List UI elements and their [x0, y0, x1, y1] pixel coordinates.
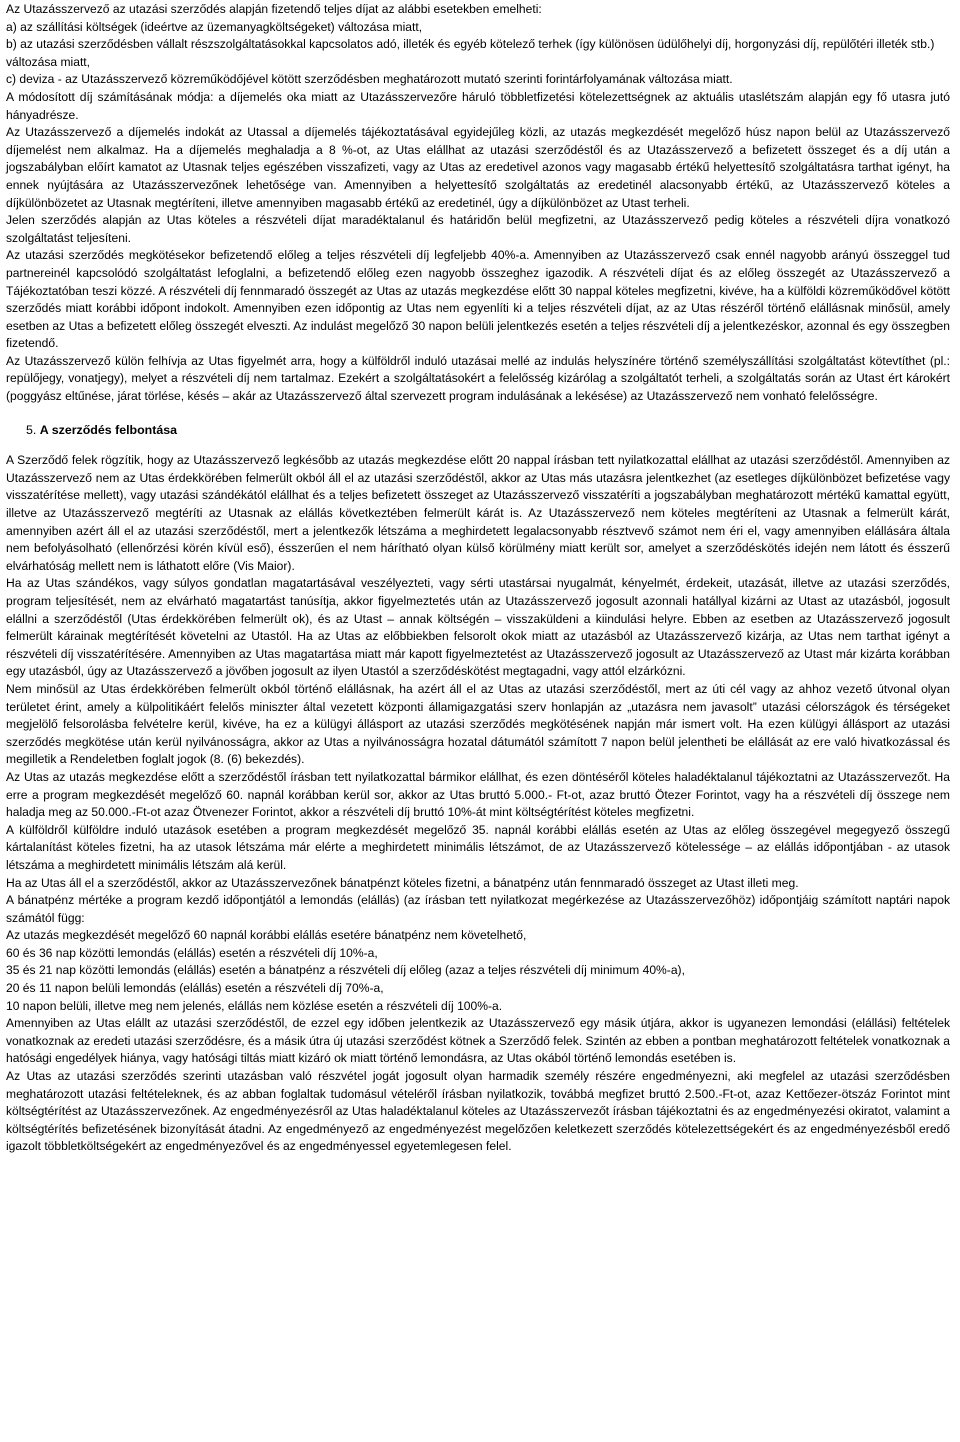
- paragraph: A bánatpénz mértéke a program kezdő időpontjától a lemondás (elállás) (az írásban tett nyilatkozat megérkezése az Utazásszervezőhöz) időpontjáig számított naptári napok számától függ:: [6, 893, 950, 925]
- section-4-body: [6, 89, 950, 406]
- list-item: 20 és 11 napon belüli lemondás (elállás) esetén a részvételi díj 70%-a,: [6, 981, 384, 996]
- paragraph: Az Utazásszervező a díjemelés indokát az Utassal a díjemelés tájékoztatásával egyidejűleg közli, az utazás megkezdését megelőző húsz napon belül az Utazásszervező díjemelést nem alkalmaz. Ha a díjemelés meghaladja a 8 %-ot, az Utas elállhat az utazási szerződéstől és az Utazásszervező a befizetett összeget és a díj után a jogszabályban előírt kamatot az Utasnak teljes egészében visszafizeti, vagy az Utas az eredetivel azonos vagy magasabb értékű helyettesítő szolgáltatásra tarthat igényt, ha ennek nyújtására az Utazásszervezőnek lehetősége van. Amennyiben a helyettesítő szolgáltatás az eredetinél alacsonyabb értékű, az Utazásszervező köteles a díjkülönbözetet az Utasnak megtéríteni, illetve amennyiben magasabb értékű az eredetinél, úgy a díjkülönbözet az Utast terheli.: [6, 125, 950, 210]
- section-title: A szerződés felbontása: [39, 422, 178, 437]
- list-item: 10 napon belüli, illetve meg nem jelenés, elállás nem közlése esetén a részvételi díj 100%-a.: [6, 998, 503, 1013]
- paragraph: Az utazási szerződés megkötésekor befizetendő előleg a teljes részvételi díj legfeljebb 40%-a. Amennyiben az Utazásszervező csak ennél nagyobb arányú összeggel tud partnereinél kapcsolódó szolgáltatást lefoglalni, a befizetendő előleg ezen nagyobb összeghez igazodik. A részvételi díjat és az előleg összegét az Utazásszervező a Tájékoztatóban teszi közzé. A részvételi díj fennmaradó összegét az Utas az utazás megkezdése előtt 30 nappal köteles megfizetni, kivéve, ha a külföldi közreműködővel kötött szerződés miatt korábbi időpont indokolt. Amennyiben ezen időpontig az Utas nem egyenlíti ki a teljes részvételi díjat, az az Utas részéről történő elállásnak minősül, amely esetben az Utas a befizetett előleg összegét elveszti. Az indulást megelőző 30 napon belüli jelentkezés esetén a teljes részvételi díj a jelentkezéskor, azonnal és egy összegben fizetendő.: [6, 248, 950, 351]
- paragraph: Jelen szerződés alapján az Utas köteles a részvételi díjat maradéktalanul és határidőn belül megfizetni, az Utazásszervező pedig köteles a részvételi díjra vonatkozó szolgáltatást teljesíteni.: [6, 213, 950, 245]
- paragraph: Az Utas az utazás megkezdése előtt a szerződéstől írásban tett nyilatkozattal bármikor elállhat, és ezen döntéséről köteles haladéktalanul tájékoztatni az Utazásszervezőt. Ha erre a program megkezdését megelőző 60. napnál korábban kerül sor, akkor az Utas bruttó 5.000.- Ft-ot, azaz bruttó Ötezer Forintot, vagy ha a részvételi díj összege nem haladja meg az 50.000.-Ft-ot azaz Ötvenezer Forintot, akkor a részvételi díj bruttó 10%-át mint költségtérítést köteles megfizetni.: [6, 769, 950, 820]
- paragraph: Az Utas az utazási szerződés szerinti utazásban való részvétel jogát jogosult olyan harmadik személy részére engedményezni, aki megfelel az utazási szerződésben meghatározott utazási feltételeknek, és az abban foglaltak tudomásul vételéről írásban nyilatkozik, továbbá megfizet bruttó 2.500.-Ft-ot, azaz Kettőezer-ötszáz Forintot mint költségtérítést az Utazásszervezőnek. Az engedményezésről az Utas haladéktalanul köteles az Utazásszervezőt írásban tájékoztatni és az engedményezési okiratot, valamint a költségtérítés befizetésének bizonyítását átadni. Az engedményező az engedményezést megelőzően keletkezett szerződés kötelezettségekért és az engedményezésből eredő igazolt többletköltségekért az engedményezővel és az engedményessel egyetemlegesen felel.: [6, 1069, 950, 1154]
- intro-line: c) deviza - az Utazásszervező közreműködőjével kötött szerződésben meghatározott mutató szerinti forintárfolyamának változása miatt.: [6, 72, 733, 87]
- list-item: 60 és 36 nap közötti lemondás (elállás) esetén a részvételi díj 10%-a,: [6, 945, 378, 960]
- paragraph: A módosított díj számításának módja: a díjemelés oka miatt az Utazásszervezőre háruló többletfizetési kötelezettségnek az aktuális utaslétszám alapján egy fő utasra jutó hányadrésze.: [6, 89, 950, 122]
- paragraph: Nem minősül az Utas érdekkörében felmerült okból történő elállásnak, ha azért áll el az Utas az utazási szerződéstől, mert az úti cél vagy az ahhoz vezető útvonal olyan területet érint, amely a külpolitikáért felelős miniszter által vezetett központi államigazgatási szerv honlapján az „utazásra nem javasolt” utazási célországok és térségeket megjelölő felsorolásba felvételre kerül, kivéve, ha ez a külügyi állásport az utazási szerződés megkötésének napján már ismert volt. Ha ezen külügyi állásport az utazási szerződés megkötése után kerül nyilvánosságra, akkor az Utas a nyilvánosságra hozatal dátumától számított 7 napon belül jelentheti be elállását az ere való hivatkozással és megilletik a Rendeletben foglalt jogok (8. (6) bekezdés).: [6, 681, 950, 767]
- paragraph: A külföldről külföldre induló utazások esetében a program megkezdését megelőző 35. napnál korábbi elállás esetén az Utas az előleg összegével megegyező összegű kártalanítást köteles fizetni, ha az utasok létszáma már elérte a meghirdetett minimális létszámot, de az Utazásszervező kötelessége – az elállás időpontjában - az utasok létszáma a meghirdetett minimális létszám alá kerül.: [6, 822, 950, 872]
- price-increase-conditions: [6, 1, 950, 89]
- list-item: 35 és 21 nap közötti lemondás (elállás) esetén a bánatpénz a részvételi díj előleg (azaz a teljes részvételi díj minimum 40%-a),: [6, 963, 685, 978]
- paragraph: A Szerződő felek rögzítik, hogy az Utazásszervező legkésőbb az utazás megkezdése előtt 20 nappal írásban tett nyilatkozattal elállhat az utazási szerződéstől. Amennyiben az Utazásszervező nem az Utas érdekkörében felmerült okból áll el az utazási szerződéstől, akkor az Utas más utazásra jelentkezhet (az esetleges díjkülönbözet befizetése vagy visszatérítése mellett), vagy utazási szándékától elállhat és a teljes befizetett összeget az Utazásszervező visszatéríti a jogszabályban meghatározott mértékű kamattal együtt, illetve az Utazásszervező megtéríti az Utasnak az elállás következtében felmerült kárát is. Az Utazásszervező nem köteles megtéríteni az Utasnak a felmerült kárát, amennyiben azért áll el az utazási szerződéstől, mert a jelentkezők létszáma a meghirdetett legalacsonyabb résztvevő számot nem éri el, vagy amennyiben elállására általa nem befolyásolható (ellenőrzési körén kívül eső), ésszerűen el nem hárítható olyan külső körülmény miatt került sor, amelyet a szerződéskötés idején nem látott és ésszerű elvárhatóság mellett nem is láthatott előre (Vis Maior).: [6, 453, 950, 573]
- section-number: 5.: [26, 422, 37, 437]
- intro-line: b) az utazási szerződésben vállalt részszolgáltatásokkal kapcsolatos adó, illeték és egyéb kötelező terhek (így különösen üdülőhelyi díj, horgonyzási díj, repülőtéri illeték stb.) változása miatt,: [6, 37, 935, 69]
- list-item: Az utazás megkezdését megelőző 60 napnál korábbi elállás esetére bánatpénz nem követelhető,: [6, 928, 527, 943]
- intro-line: a) az szállítási költségek (ideértve az üzemanyagköltségeket) változása miatt,: [6, 19, 423, 34]
- paragraph: Amennyiben az Utas elállt az utazási szerződéstől, de ezzel egy időben jelentkezik az Utazásszervező egy másik útjára, akkor is ugyanezen lemondási (elállási) feltételek vonatkoznak az eredeti utazási szerződésre, és a másik útra új utazási szerződést kötnek a Szerződő felek. Szintén az ebben a pontban meghatározott feltételek vonatkoznak a hatósági engedélyek hiánya, vagy hatósági tiltás miatt kizáró ok miatt történő lemondásra, az Utas okából történő lemondás esetében is.: [6, 1016, 950, 1066]
- paragraph: Ha az Utas áll el a szerződéstől, akkor az Utazásszervezőnek bánatpénzt köteles fizetni, a bánatpénz után fennmaradó összeget az Utast illeti meg.: [6, 875, 799, 890]
- section-heading: [26, 422, 950, 440]
- section-5-body: [6, 452, 950, 927]
- closing-body: [6, 1015, 950, 1156]
- penalty-list: [6, 927, 950, 1015]
- paragraph: Ha az Utas szándékos, vagy súlyos gondatlan magatartásával veszélyezteti, vagy sérti utastársai nyugalmát, kényelmét, érdekeit, utazását, illetve az utazási szerződés, program teljesítését, nem az elvárható magatartást tanúsítja, akkor figyelmeztetés után az Utazásszervező jogosult azonnali hatállyal kizárni az Utast az utazásból, jogosult elállni a szerződéstől (Utas érdekkörében felmerült ok), és az Utast – annak költségén – visszaküldeni a kiindulási helyre. Ebben az esetben az Utazásszervező jogosult felmerült kárainak megtérítését követelni az Utastól. Ha az Utas az előbbiekben felsorolt okok miatt az utazásból az Utazásszervező kizárja, az Utas nem tarthat igényt a részvételi díj visszatérítésére. Amennyiben az Utas magatartása miatt már kapott figyelmeztetést az Utazásszervező jogosult az Utazásszervező az Utast már kizárta korábban egy utazásból, úgy az Utazásszervező a jövőben jogosult az ilyen Utastól a szerződéskötést megtagadni, vagy attól elzárkózni.: [6, 576, 950, 679]
- intro-line: Az Utazásszervező az utazási szerződés alapján fizetendő teljes díjat az alábbi esetekben emelheti:: [6, 2, 542, 16]
- paragraph: Az Utazásszervező külön felhívja az Utas figyelmét arra, hogy a külföldről induló utazásai mellé az indulás helyszínére történő személyszállítási szolgáltatást kötevtíthet (pl.: repülőjegy, vonatjegy), melyet a részvételi díj nem tartalmaz. Ezekért a szolgáltatásokért a felelősség kizárólag a szolgáltatót terheli, a szolgáltatás során az Utast ért károkért (poggyász eltűnése, járat törlése, késés – akár az Utazásszervező által szervezett program indulásának a lekésése) az Utazásszervező nem vonható felelősségre.: [6, 353, 950, 404]
